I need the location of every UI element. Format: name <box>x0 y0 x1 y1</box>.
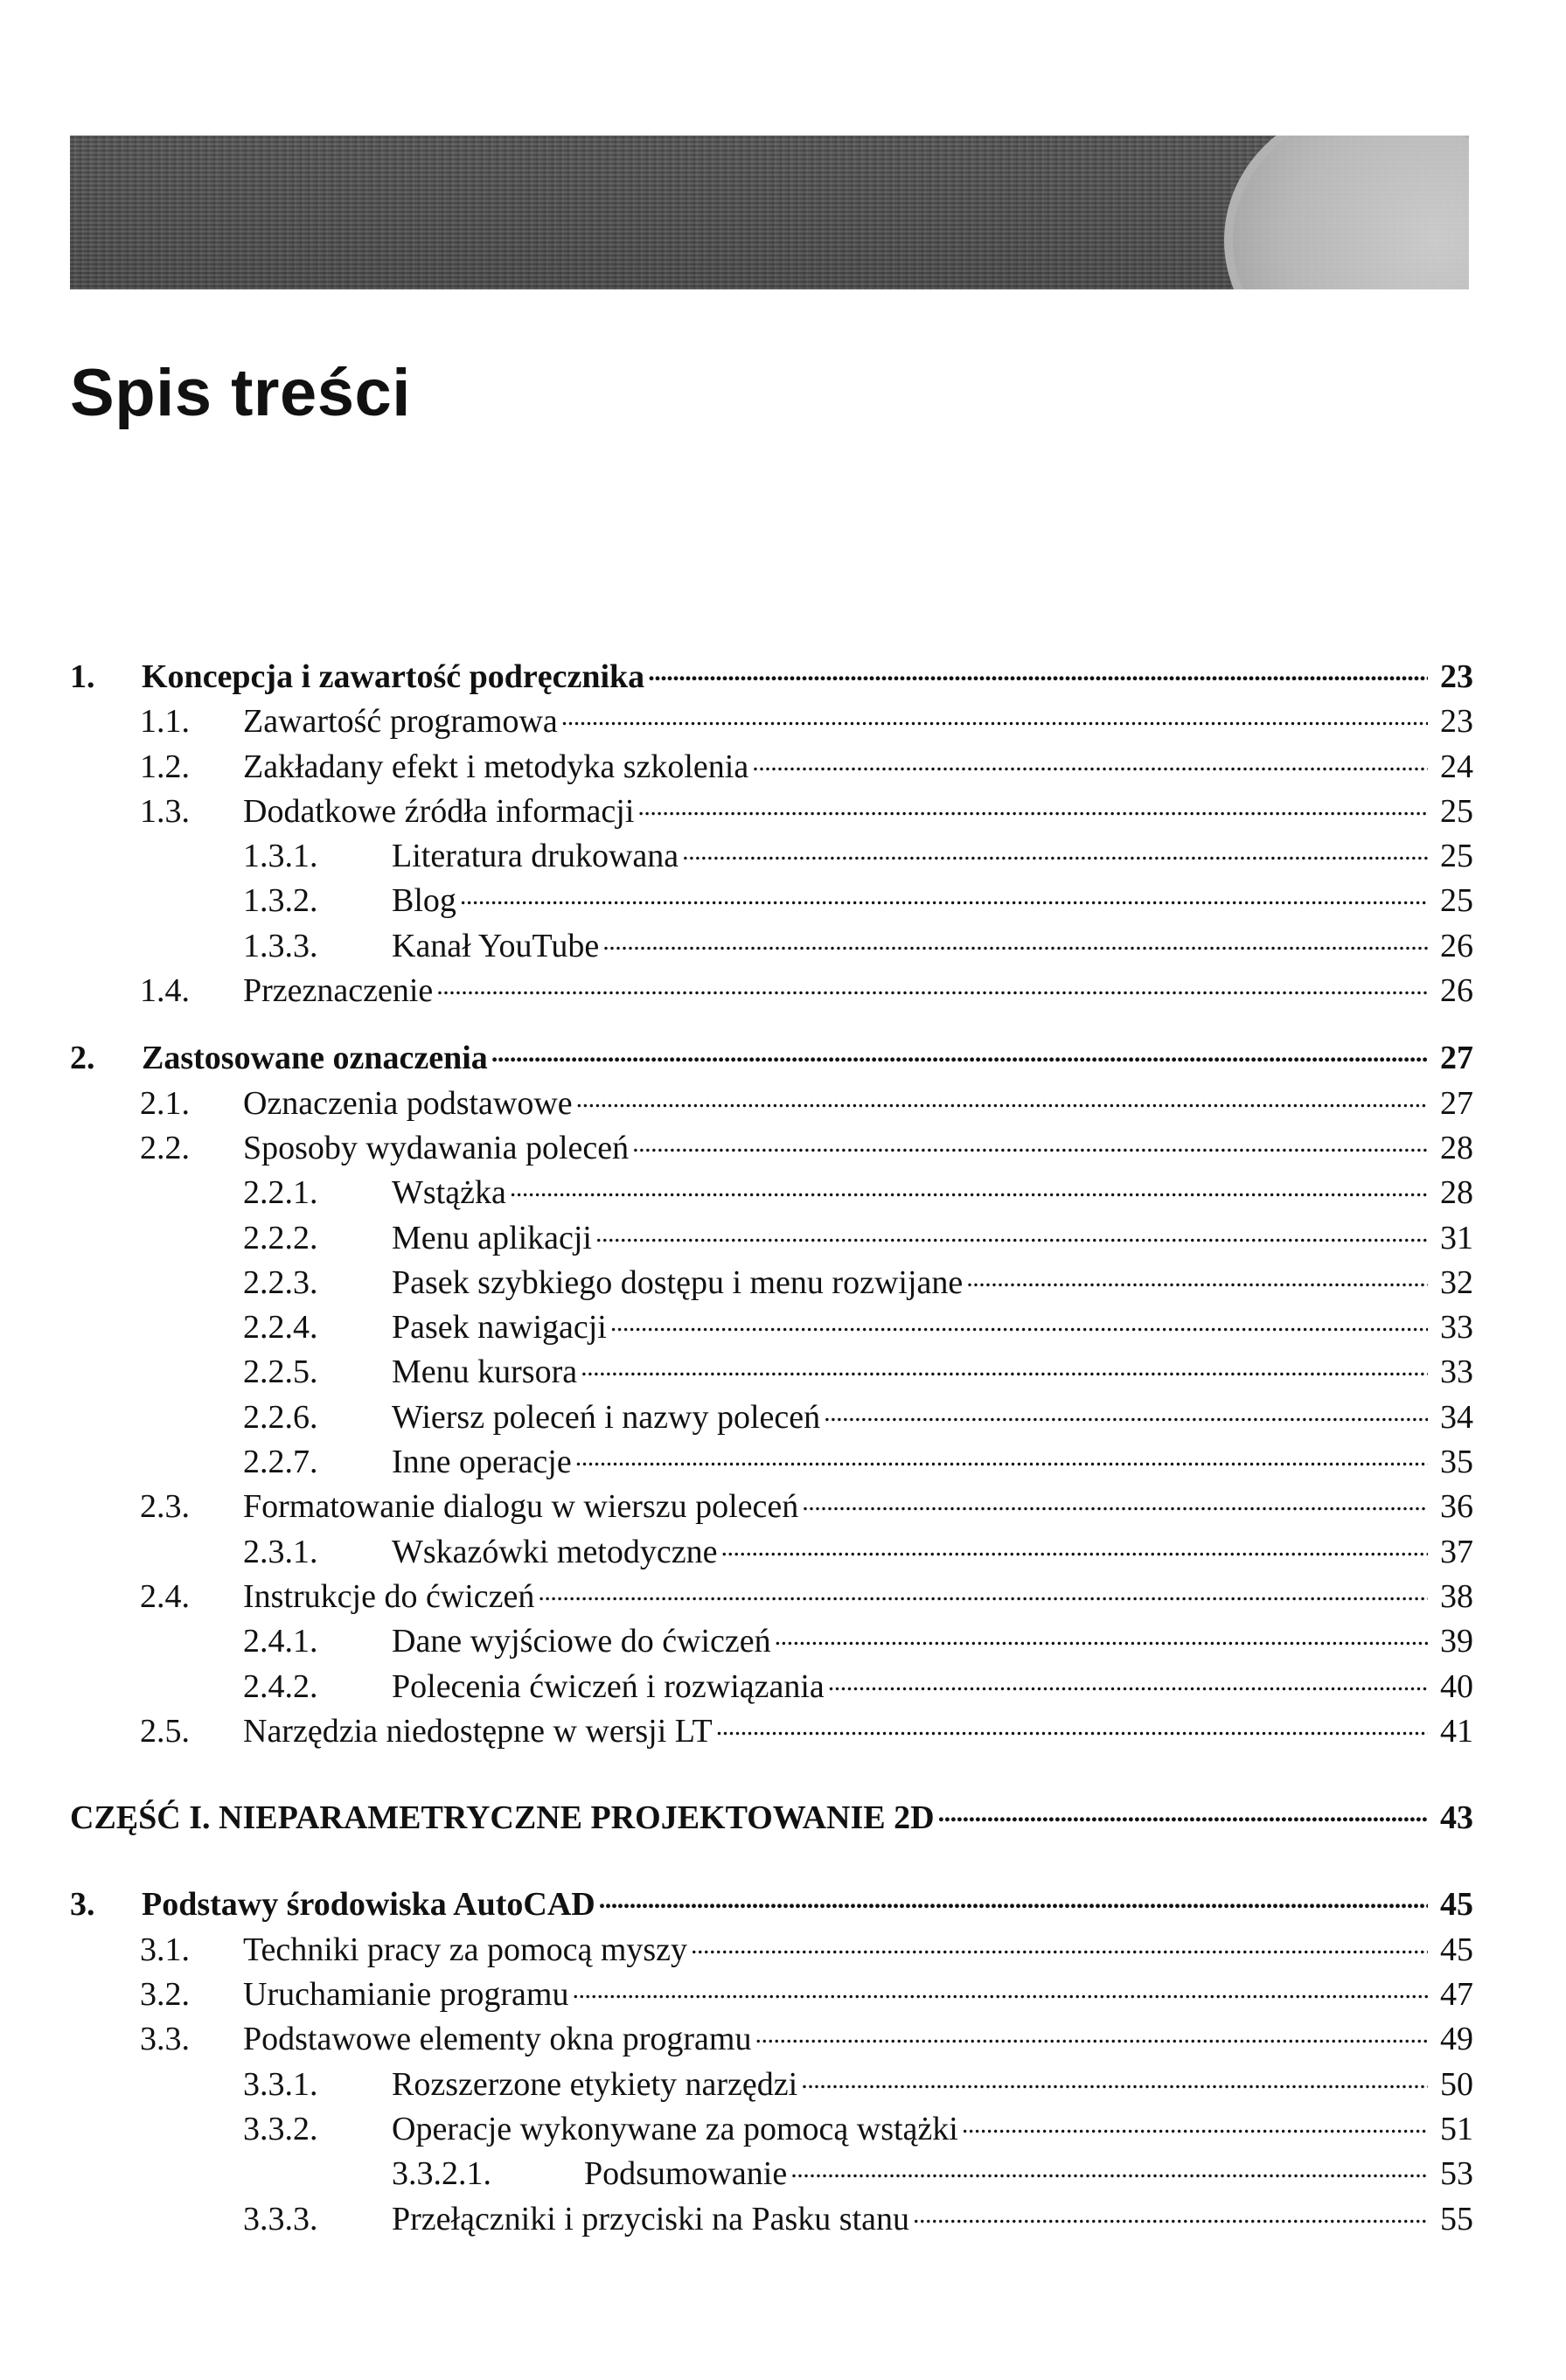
toc-title: CZĘŚĆ I. NIEPARAMETRYCZNE PROJEKTOWANIE 2D <box>70 1799 935 1837</box>
toc-leader-dots <box>436 968 1428 1001</box>
toc-row <box>70 1484 1473 1528</box>
toc-number: 3. <box>70 1886 95 1924</box>
toc-leader-dots <box>716 1708 1428 1742</box>
toc-number: 1.3. <box>140 792 190 830</box>
toc-number: 2.2.1. <box>243 1174 318 1212</box>
toc-title: Podstawy środowiska AutoCAD <box>142 1886 595 1924</box>
toc-number: 2. <box>70 1040 95 1077</box>
toc-row <box>70 1972 1473 2016</box>
toc-row <box>70 833 1473 878</box>
toc-row <box>70 1349 1473 1394</box>
toc-title: Menu aplikacji <box>392 1219 592 1256</box>
toc-leader-dots <box>572 1972 1428 2005</box>
toc-number: 3.3.2.1. <box>392 2155 491 2193</box>
toc-page-number: 35 <box>1440 1444 1473 1481</box>
toc-row <box>70 2151 1473 2196</box>
toc-number: 2.4. <box>140 1577 190 1615</box>
toc-page-number: 33 <box>1440 1309 1473 1347</box>
toc-leader-dots <box>575 1439 1428 1472</box>
toc-leader-dots <box>775 1618 1428 1652</box>
toc-leader-dots <box>752 744 1428 777</box>
toc-page-number: 38 <box>1440 1577 1473 1615</box>
toc-leader-dots <box>828 1664 1428 1697</box>
toc-title: Wiersz poleceń i nazwy poleceń <box>392 1398 821 1436</box>
toc-leader-dots <box>510 1170 1428 1203</box>
toc-chapter-row <box>70 1035 1473 1080</box>
toc-row <box>70 1125 1473 1170</box>
toc-number: 2.2.2. <box>243 1219 318 1256</box>
toc-title: Oznaczenia podstawowe <box>243 1084 573 1122</box>
toc-page-number: 25 <box>1440 838 1473 875</box>
toc-number: 2.4.1. <box>243 1623 318 1660</box>
toc-row <box>70 1260 1473 1305</box>
toc-title: Kanał YouTube <box>392 927 600 964</box>
toc-leader-dots <box>561 699 1428 732</box>
toc-title: Techniki pracy za pomocą myszy <box>243 1931 688 1968</box>
toc-row <box>70 1529 1473 1574</box>
toc-page-number: 45 <box>1440 1886 1473 1924</box>
toc-leader-dots <box>581 1349 1428 1382</box>
toc-number: 2.2.3. <box>243 1263 318 1301</box>
toc-page-number: 53 <box>1440 2155 1473 2193</box>
toc-page-number: 36 <box>1440 1488 1473 1526</box>
toc-row <box>70 2196 1473 2241</box>
toc-title: Pasek nawigacji <box>392 1309 607 1347</box>
toc-page-number: 23 <box>1440 658 1473 695</box>
toc-leader-dots <box>938 1795 1428 1828</box>
toc-row <box>70 1305 1473 1349</box>
toc-page-number: 45 <box>1440 1931 1473 1968</box>
toc-title: Blog <box>392 882 456 920</box>
toc-page-number: 24 <box>1440 748 1473 785</box>
toc-page-number: 55 <box>1440 2200 1473 2237</box>
toc-row <box>70 699 1473 743</box>
toc-row <box>70 1574 1473 1618</box>
toc-number: 3.3.3. <box>243 2200 318 2237</box>
toc-page-number: 28 <box>1440 1129 1473 1166</box>
toc-title: Podsumowanie <box>584 2155 788 2193</box>
toc-title: Literatura drukowana <box>392 838 679 875</box>
toc-page-number: 25 <box>1440 882 1473 920</box>
toc-number: 1.4. <box>140 972 190 1010</box>
toc-title: Wskazówki metodyczne <box>392 1533 718 1570</box>
toc-row <box>70 744 1473 789</box>
toc-title: Dane wyjściowe do ćwiczeń <box>392 1623 771 1660</box>
toc-number: 2.3. <box>140 1488 190 1526</box>
toc-number: 3.3.1. <box>243 2065 318 2103</box>
toc-number: 2.5. <box>140 1712 190 1750</box>
toc-number: 3.3. <box>140 2021 190 2058</box>
toc-row <box>70 2106 1473 2151</box>
toc-page-number: 41 <box>1440 1712 1473 1750</box>
toc-number: 2.2.5. <box>243 1354 318 1391</box>
toc-title: Rozszerzone etykiety narzędzi <box>392 2065 798 2103</box>
toc-page-number: 39 <box>1440 1623 1473 1660</box>
toc-leader-dots <box>637 789 1428 822</box>
toc-page-number: 26 <box>1440 927 1473 964</box>
toc-row <box>70 1170 1473 1214</box>
toc-row <box>70 1395 1473 1439</box>
toc-page-number: 49 <box>1440 2021 1473 2058</box>
toc-page-number: 27 <box>1440 1040 1473 1077</box>
toc-leader-dots <box>801 2062 1428 2095</box>
toc-number: 2.2.6. <box>243 1398 318 1436</box>
toc-page-number: 26 <box>1440 972 1473 1010</box>
toc-leader-dots <box>491 1035 1428 1068</box>
toc-number: 1.3.2. <box>243 882 318 920</box>
toc-title: Polecenia ćwiczeń i rozwiązania <box>392 1667 825 1705</box>
toc-leader-dots <box>602 923 1428 957</box>
toc-title: Przełączniki i przyciski na Pasku stanu <box>392 2200 910 2237</box>
toc-leader-dots <box>720 1529 1428 1562</box>
toc-page-number: 34 <box>1440 1398 1473 1436</box>
toc-leader-dots <box>460 878 1428 911</box>
toc-title: Zakładany efekt i metodyka szkolenia <box>243 748 749 785</box>
toc-number: 2.4.2. <box>243 1667 318 1705</box>
toc-title: Operacje wykonywane za pomocą wstążki <box>392 2110 958 2147</box>
toc-row <box>70 2062 1473 2106</box>
toc-chapter-row <box>70 654 1473 699</box>
toc-number: 1.1. <box>140 703 190 741</box>
toc-row <box>70 923 1473 968</box>
toc-row <box>70 878 1473 922</box>
toc-number: 3.3.2. <box>243 2110 318 2147</box>
toc-row <box>70 1664 1473 1708</box>
toc-number: 2.2. <box>140 1129 190 1166</box>
toc-leader-dots <box>691 1927 1428 1960</box>
toc-leader-dots <box>824 1395 1428 1428</box>
toc-number: 1.2. <box>140 748 190 785</box>
toc-number: 3.1. <box>140 1931 190 1968</box>
toc-leader-dots <box>538 1574 1428 1607</box>
toc-number: 2.2.4. <box>243 1309 318 1347</box>
toc-number: 1. <box>70 658 95 695</box>
toc-leader-dots <box>966 1260 1428 1293</box>
toc-page-number: 47 <box>1440 1976 1473 2014</box>
toc-row <box>70 1618 1473 1663</box>
toc-title: Koncepcja i zawartość podręcznika <box>142 658 645 695</box>
toc-title: Zawartość programowa <box>243 703 558 741</box>
toc-leader-dots <box>610 1305 1428 1338</box>
toc-leader-dots <box>802 1484 1428 1517</box>
toc-page-number: 40 <box>1440 1667 1473 1705</box>
toc-title: Instrukcje do ćwiczeń <box>243 1577 535 1615</box>
toc-chapter-row <box>70 1882 1473 1926</box>
toc-leader-dots <box>576 1081 1428 1114</box>
toc-title: Wstążka <box>392 1174 506 1212</box>
toc-leader-dots <box>599 1882 1428 1915</box>
toc-row <box>70 1215 1473 1260</box>
toc-leader-dots <box>595 1215 1428 1249</box>
toc-page-number: 31 <box>1440 1219 1473 1256</box>
toc-row <box>70 1927 1473 1972</box>
toc-page-number: 32 <box>1440 1263 1473 1301</box>
table-of-contents <box>70 654 1473 2241</box>
toc-number: 2.3.1. <box>243 1533 318 1570</box>
toc-title: Menu kursora <box>392 1354 578 1391</box>
toc-page-number: 50 <box>1440 2065 1473 2103</box>
toc-title: Uruchamianie programu <box>243 1976 569 2014</box>
toc-leader-dots <box>648 654 1428 687</box>
toc-row <box>70 1708 1473 1753</box>
toc-title: Inne operacje <box>392 1444 572 1481</box>
toc-page-number: 25 <box>1440 792 1473 830</box>
toc-title: Podstawowe elementy okna programu <box>243 2021 752 2058</box>
toc-page-number: 43 <box>1440 1799 1473 1837</box>
toc-number: 1.3.1. <box>243 838 318 875</box>
toc-number: 3.2. <box>140 1976 190 2014</box>
toc-title: Przeznaczenie <box>243 972 434 1010</box>
toc-row <box>70 789 1473 833</box>
toc-page-number: 23 <box>1440 703 1473 741</box>
toc-page-number: 51 <box>1440 2110 1473 2147</box>
toc-number: 2.2.7. <box>243 1444 318 1481</box>
toc-number: 2.1. <box>140 1084 190 1122</box>
toc-page-number: 27 <box>1440 1084 1473 1122</box>
toc-title: Zastosowane oznaczenia <box>142 1040 488 1077</box>
header-banner <box>70 136 1469 289</box>
toc-leader-dots <box>790 2151 1428 2184</box>
toc-row <box>70 2016 1473 2061</box>
toc-chapter-row <box>70 1795 1473 1840</box>
banner-swoosh-graphic <box>1224 136 1469 289</box>
toc-title: Formatowanie dialogu w wierszu poleceń <box>243 1488 799 1526</box>
toc-title: Narzędzia niedostępne w wersji LT <box>243 1712 713 1750</box>
toc-row <box>70 1439 1473 1484</box>
toc-leader-dots <box>913 2196 1428 2230</box>
toc-leader-dots <box>755 2016 1428 2049</box>
toc-leader-dots <box>632 1125 1428 1159</box>
toc-leader-dots <box>682 833 1428 866</box>
toc-number: 1.3.3. <box>243 927 318 964</box>
toc-title: Pasek szybkiego dostępu i menu rozwijane <box>392 1263 964 1301</box>
toc-page-number: 28 <box>1440 1174 1473 1212</box>
toc-title: Sposoby wydawania poleceń <box>243 1129 630 1166</box>
toc-page-number: 37 <box>1440 1533 1473 1570</box>
toc-row <box>70 1081 1473 1125</box>
toc-leader-dots <box>962 2106 1428 2140</box>
toc-title: Dodatkowe źródła informacji <box>243 792 635 830</box>
toc-page-number: 33 <box>1440 1354 1473 1391</box>
toc-row <box>70 968 1473 1013</box>
page-title: Spis treści <box>70 356 411 430</box>
